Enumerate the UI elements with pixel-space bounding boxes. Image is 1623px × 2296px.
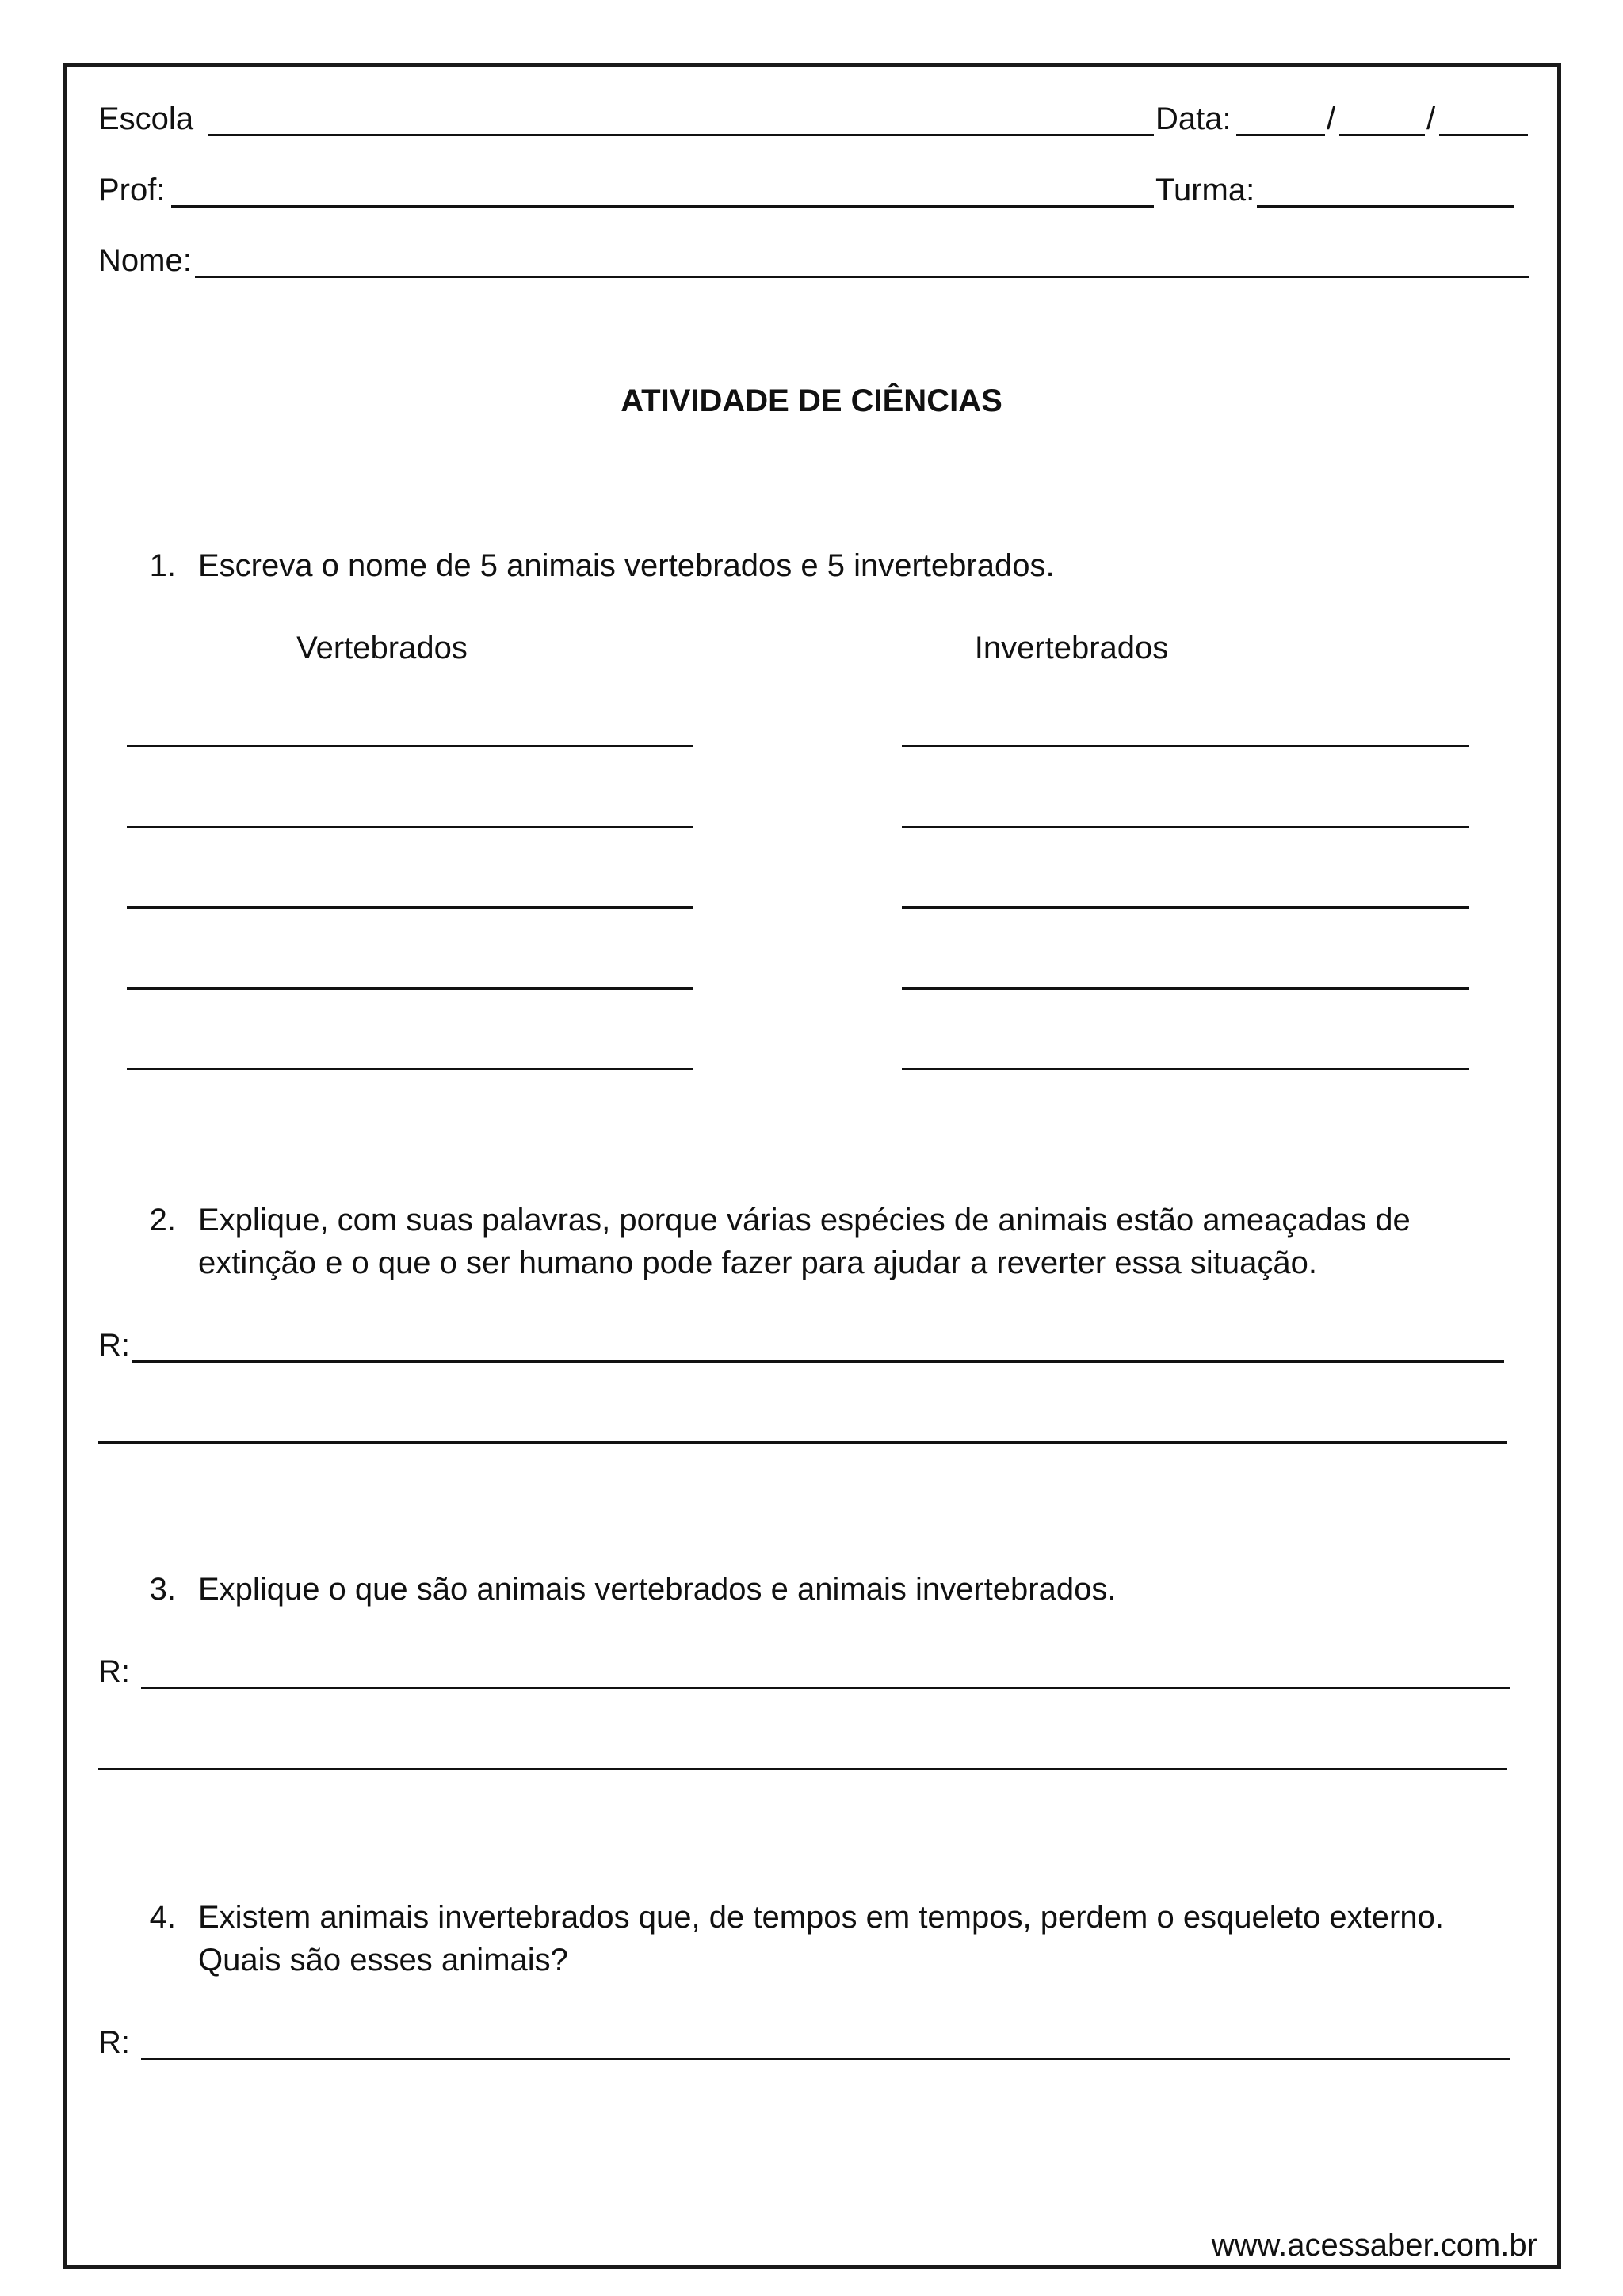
question-text: Escreva o nome de 5 animais vertebrados e 5 invertebrados. <box>198 548 1055 583</box>
question-text: Explique o que são animais vertebrados e animais invertebrados. <box>198 1572 1117 1607</box>
question-text: extinção e o que o ser humano pode fazer para ajudar a reverter essa situação. <box>198 1245 1317 1280</box>
answer-label: R: <box>98 2025 130 2060</box>
data-month-field[interactable] <box>1339 134 1425 136</box>
answer-line-vertebrado[interactable] <box>127 987 693 990</box>
prof-field[interactable] <box>171 205 1154 208</box>
answer-line-vertebrado[interactable] <box>127 906 693 909</box>
column-header-invertebrados: Invertebrados <box>974 631 1169 666</box>
answer-label: R: <box>98 1328 130 1363</box>
date-separator: / <box>1327 101 1336 136</box>
answer-label: R: <box>98 1654 130 1689</box>
nome-field[interactable] <box>195 276 1529 278</box>
answer-line-invertebrado[interactable] <box>902 745 1469 747</box>
answer-line[interactable] <box>98 1441 1507 1444</box>
escola-field[interactable] <box>208 134 1154 136</box>
answer-line-invertebrado[interactable] <box>902 1068 1469 1070</box>
data-year-field[interactable] <box>1439 134 1528 136</box>
question-text: Explique, com suas palavras, porque várias espécies de animais estão ameaçadas de <box>198 1203 1411 1238</box>
answer-line[interactable] <box>132 1360 1504 1363</box>
answer-line[interactable] <box>141 2058 1510 2060</box>
answer-line-vertebrado[interactable] <box>127 1068 693 1070</box>
date-separator: / <box>1426 101 1436 136</box>
turma-field[interactable] <box>1257 205 1514 208</box>
answer-line-vertebrado[interactable] <box>127 826 693 828</box>
escola-label: Escola <box>98 101 194 136</box>
nome-label: Nome: <box>98 243 192 278</box>
question-text: Quais são esses animais? <box>198 1943 568 1978</box>
question-number: 1. <box>149 548 176 583</box>
data-day-field[interactable] <box>1236 134 1325 136</box>
answer-line[interactable] <box>98 1768 1507 1770</box>
answer-line[interactable] <box>141 1687 1510 1689</box>
answer-line-invertebrado[interactable] <box>902 906 1469 909</box>
prof-label: Prof: <box>98 173 166 208</box>
page-title: ATIVIDADE DE CIÊNCIAS <box>621 383 1002 418</box>
question-number: 4. <box>149 1900 176 1935</box>
answer-line-invertebrado[interactable] <box>902 987 1469 990</box>
answer-line-invertebrado[interactable] <box>902 826 1469 828</box>
footer-website: www.acessaber.com.br <box>1211 2228 1537 2263</box>
question-number: 3. <box>149 1572 176 1607</box>
data-label: Data: <box>1155 101 1232 136</box>
answer-line-vertebrado[interactable] <box>127 745 693 747</box>
question-text: Existem animais invertebrados que, de tempos em tempos, perdem o esqueleto externo. <box>198 1900 1444 1935</box>
turma-label: Turma: <box>1155 173 1255 208</box>
column-header-vertebrados: Vertebrados <box>296 631 468 666</box>
question-number: 2. <box>149 1203 176 1238</box>
